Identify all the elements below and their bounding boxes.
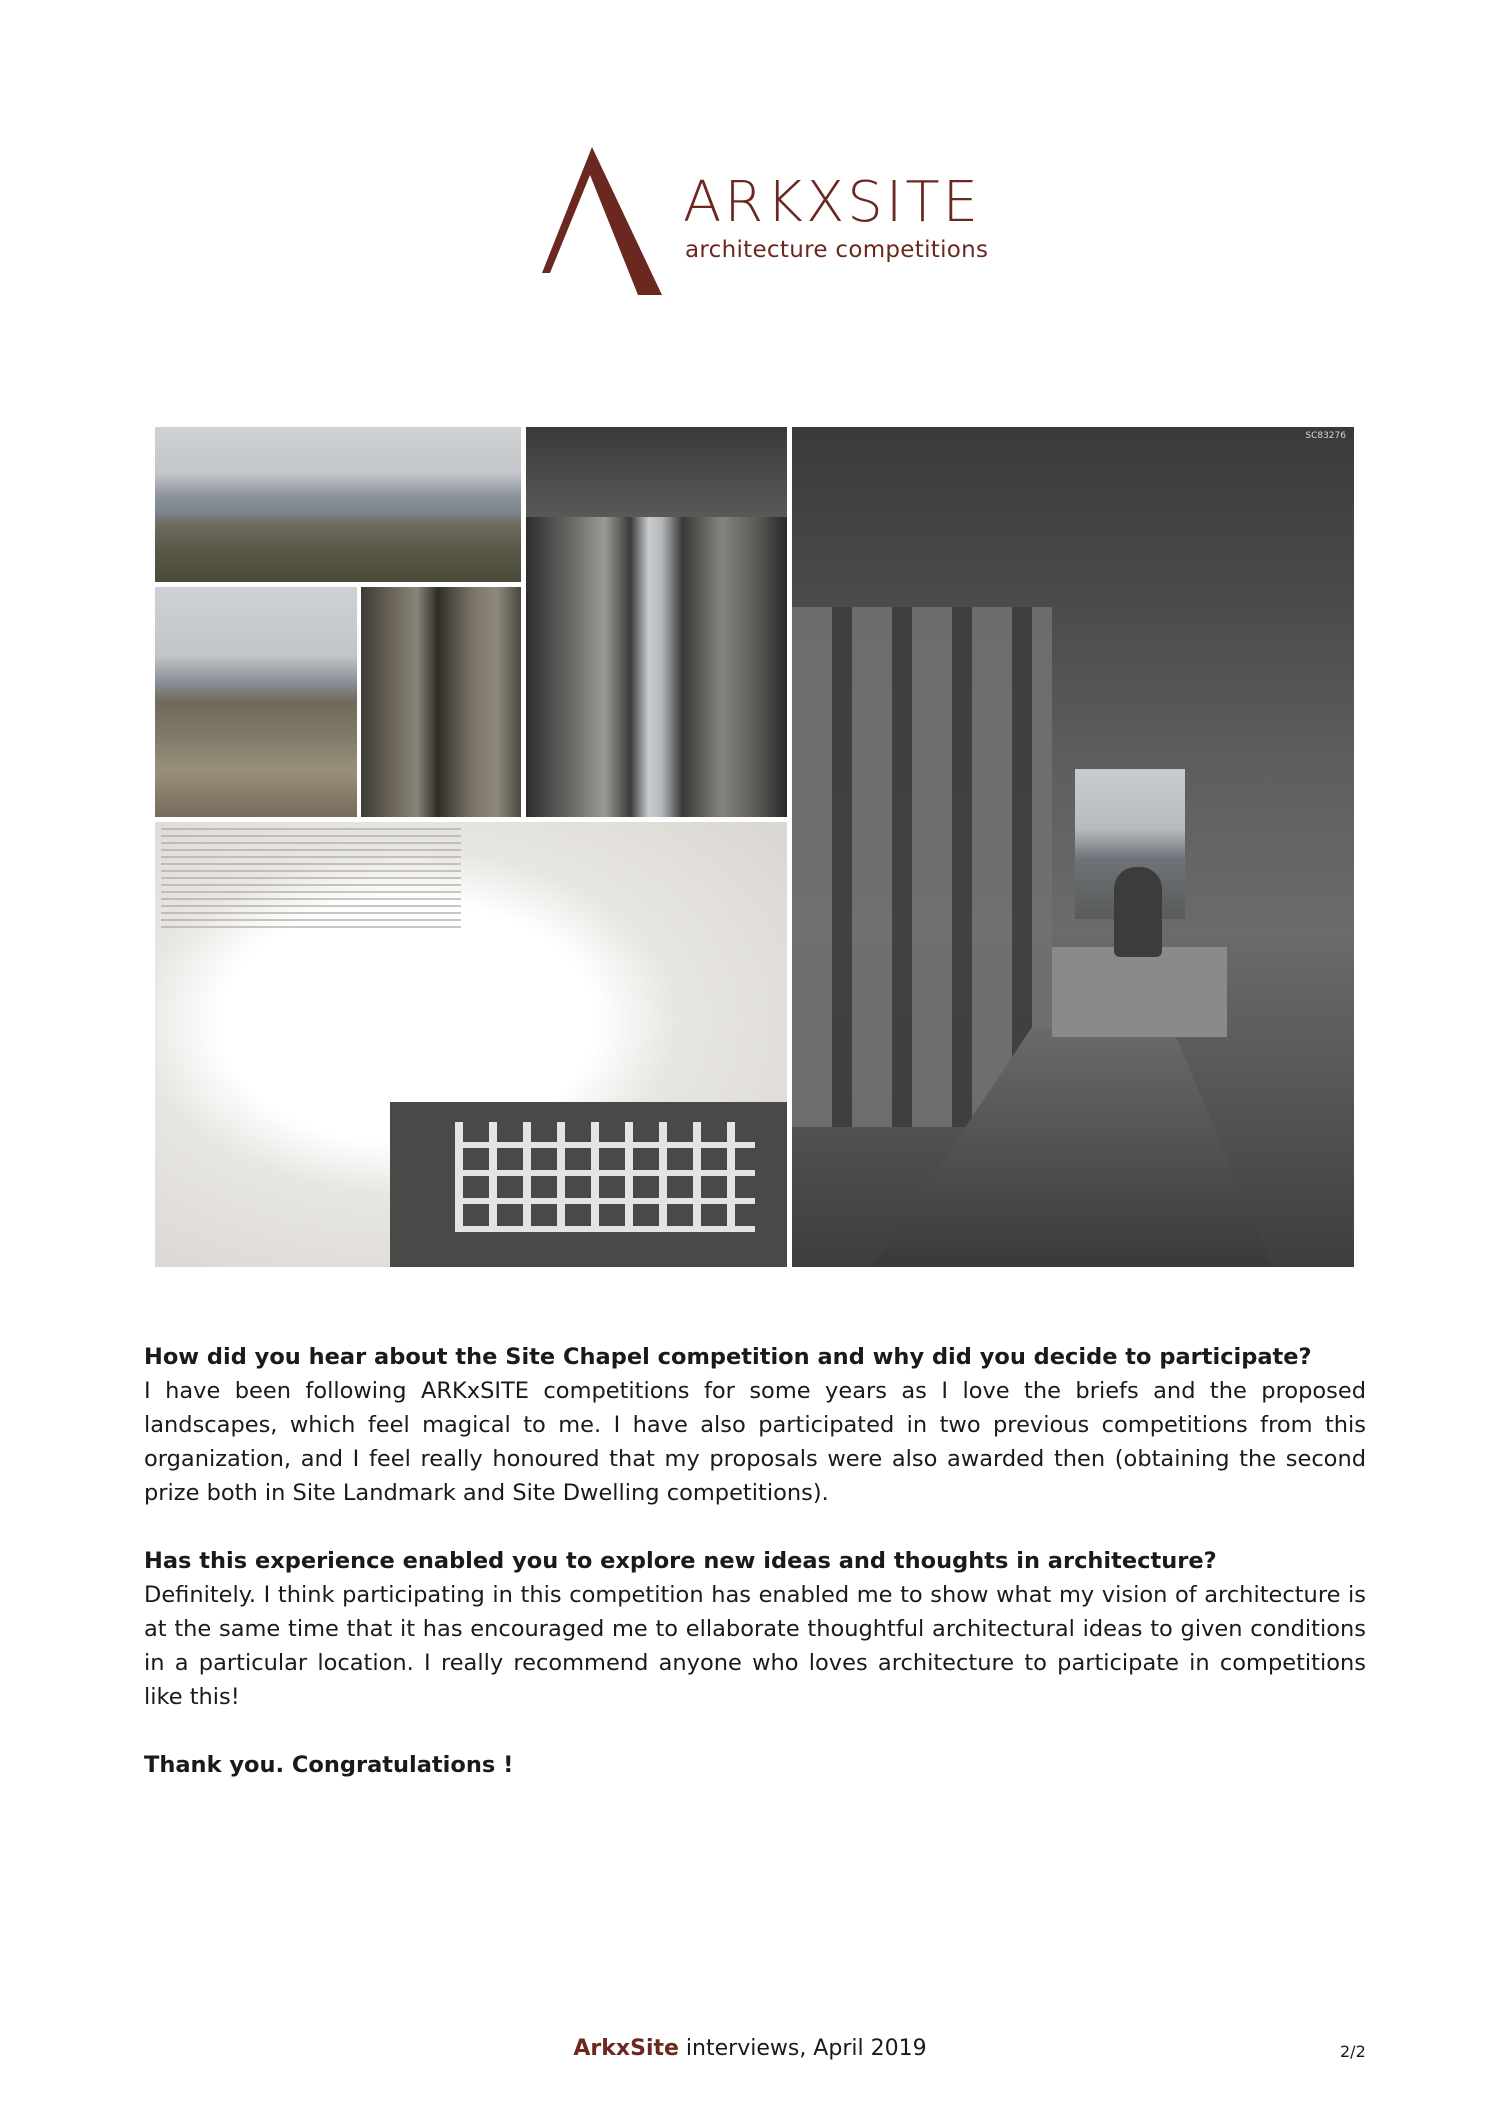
question-1: How did you hear about the Site Chapel competition and why did you decide to participate? (144, 1344, 1312, 1370)
logo-subtitle: architecture competitions (685, 237, 989, 263)
question-2: Has this experience enabled you to explore new ideas and thoughts in architecture? (144, 1548, 1217, 1574)
chapel-interior-render (792, 427, 1354, 1267)
rock-trench-photo (361, 587, 521, 817)
footer-text: interviews, April 2019 (678, 2036, 927, 2061)
interview-content (144, 1340, 1366, 1782)
corridor-render (526, 427, 787, 817)
closing-text: Thank you. Congratulations ! (144, 1752, 514, 1778)
site-plan-drawing (155, 822, 787, 1267)
plan-structure-lines (455, 1122, 755, 1232)
render-figure (1114, 867, 1162, 957)
plan-description-text (161, 828, 461, 928)
page-number: 2/2 (1340, 2042, 1366, 2061)
board-ref-code: SC83276 (1305, 431, 1346, 441)
arkxsite-logo (540, 145, 1000, 300)
trench-coast-photo (155, 587, 357, 817)
logo-title: ARKXSITE (683, 170, 981, 235)
corridor-roof (526, 427, 787, 517)
answer-1: I have been following ARKxSITE competitions for some years as I love the briefs and the proposed landscapes, which feel magical to me. I have also participated in two previous competitions from this organization, and I feel really honoured that my proposals were also awarded then (obtaining the second prize both in Site Landmark and Site Dwelling competitions). (144, 1378, 1366, 1506)
coastline-photo (155, 427, 521, 582)
footer-brand: ArkxSite (573, 2036, 679, 2061)
answer-2: Definitely. I think participating in this competition has enabled me to show what my vision of architecture is at the same time that it has encouraged me to ellaborate thoughtful architectural ideas to given conditions in a particular location. I really recommend anyone who loves architecture to participate in competitions like this! (144, 1582, 1366, 1710)
page-footer (0, 2036, 1500, 2076)
logo-a-mark-icon (540, 145, 670, 300)
render-walls (792, 607, 1052, 1127)
render-bench (1052, 947, 1227, 1037)
